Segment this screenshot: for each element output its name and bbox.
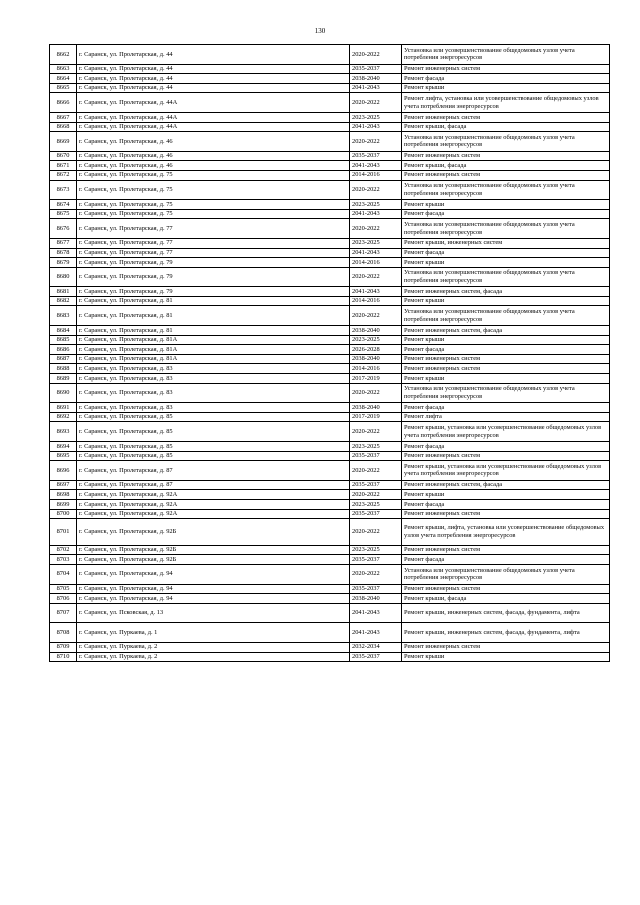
row-number-cell: 8704 xyxy=(50,564,77,584)
address-cell: г. Саранск, ул. Пролетарская, д. 83 xyxy=(77,374,350,384)
address-cell: г. Саранск, ул. Пролетарская, д. 79 xyxy=(77,267,350,287)
row-number-cell: 8667 xyxy=(50,112,77,122)
table-row xyxy=(50,326,610,336)
table-row xyxy=(50,364,610,374)
address-cell: г. Саранск, ул. Пролетарская, д. 44А xyxy=(77,112,350,122)
period-cell: 2023-2025 xyxy=(350,442,402,452)
table-row xyxy=(50,180,610,200)
row-number-cell: 8699 xyxy=(50,499,77,509)
work-type-cell: Ремонт инженерных систем xyxy=(402,112,610,122)
table-row xyxy=(50,652,610,662)
table-row xyxy=(50,248,610,258)
row-number-cell: 8687 xyxy=(50,354,77,364)
table-row xyxy=(50,209,610,219)
period-cell: 2041-2043 xyxy=(350,209,402,219)
address-cell: г. Саранск, ул. Пролетарская, д. 81А xyxy=(77,345,350,355)
table-row xyxy=(50,623,610,643)
work-type-cell: Ремонт крыши, установка или усовершенствование общедомовых узлов учета потребления энергоресурсов xyxy=(402,422,610,442)
period-cell: 2038-2040 xyxy=(350,403,402,413)
work-type-cell: Ремонт крыши xyxy=(402,374,610,384)
table-row xyxy=(50,451,610,461)
row-number-cell: 8670 xyxy=(50,151,77,161)
address-cell: г. Саранск, ул. Пролетарская, д. 75 xyxy=(77,170,350,180)
address-cell: г. Саранск, ул. Пролетарская, д. 77 xyxy=(77,238,350,248)
work-type-cell: Ремонт крыши, фасада xyxy=(402,122,610,132)
row-number-cell: 8682 xyxy=(50,296,77,306)
period-cell: 2020-2022 xyxy=(350,490,402,500)
table-row xyxy=(50,642,610,652)
period-cell: 2041-2043 xyxy=(350,287,402,297)
row-number-cell: 8706 xyxy=(50,594,77,604)
row-number-cell: 8692 xyxy=(50,412,77,422)
row-number-cell: 8672 xyxy=(50,170,77,180)
period-cell: 2020-2022 xyxy=(350,93,402,113)
period-cell: 2023-2025 xyxy=(350,112,402,122)
period-cell: 2035-2037 xyxy=(350,584,402,594)
address-cell: г. Саранск, ул. Пролетарская, д. 94 xyxy=(77,594,350,604)
work-type-cell: Ремонт инженерных систем xyxy=(402,642,610,652)
period-cell: 2020-2022 xyxy=(350,564,402,584)
row-number-cell: 8674 xyxy=(50,200,77,210)
table-row xyxy=(50,509,610,519)
work-type-cell: Установка или усовершенствование общедомовых узлов учета потребления энергоресурсов xyxy=(402,132,610,152)
table-row xyxy=(50,200,610,210)
row-number-cell: 8705 xyxy=(50,584,77,594)
work-type-cell: Ремонт инженерных систем xyxy=(402,151,610,161)
address-cell: г. Саранск, ул. Пролетарская, д. 94 xyxy=(77,584,350,594)
row-number-cell: 8675 xyxy=(50,209,77,219)
table-row xyxy=(50,584,610,594)
work-type-cell: Ремонт инженерных систем xyxy=(402,545,610,555)
work-type-cell: Ремонт фасада xyxy=(402,74,610,84)
address-cell: г. Саранск, ул. Пролетарская, д. 92А xyxy=(77,499,350,509)
table-row xyxy=(50,555,610,565)
work-type-cell: Ремонт крыши xyxy=(402,335,610,345)
address-cell: г. Саранск, ул. Пролетарская, д. 75 xyxy=(77,200,350,210)
row-number-cell: 8709 xyxy=(50,642,77,652)
table-row xyxy=(50,122,610,132)
work-type-cell: Ремонт крыши xyxy=(402,296,610,306)
address-cell: г. Саранск, ул. Пролетарская, д. 81 xyxy=(77,296,350,306)
work-type-cell: Ремонт инженерных систем xyxy=(402,364,610,374)
row-number-cell: 8680 xyxy=(50,267,77,287)
work-type-cell: Установка или усовершенствование общедомовых узлов учета потребления энергоресурсов xyxy=(402,219,610,239)
table-row xyxy=(50,267,610,287)
row-number-cell: 8681 xyxy=(50,287,77,297)
work-type-cell: Ремонт фасада xyxy=(402,248,610,258)
address-cell: г. Саранск, ул. Пролетарская, д. 83 xyxy=(77,364,350,374)
table-row xyxy=(50,403,610,413)
period-cell: 2017-2019 xyxy=(350,412,402,422)
row-number-cell: 8696 xyxy=(50,461,77,481)
row-number-cell: 8703 xyxy=(50,555,77,565)
period-cell: 2014-2016 xyxy=(350,170,402,180)
row-number-cell: 8694 xyxy=(50,442,77,452)
address-cell: г. Саранск, ул. Пролетарская, д. 92А xyxy=(77,490,350,500)
address-cell: г. Саранск, ул. Пролетарская, д. 79 xyxy=(77,258,350,268)
address-cell: г. Саранск, ул. Пролетарская, д. 81А xyxy=(77,354,350,364)
work-type-cell: Установка или усовершенствование общедомовых узлов учета потребления энергоресурсов xyxy=(402,306,610,326)
address-cell: г. Саранск, ул. Пуркаева, д. 1 xyxy=(77,623,350,643)
work-type-cell: Ремонт инженерных систем xyxy=(402,584,610,594)
period-cell: 2023-2025 xyxy=(350,335,402,345)
table-row xyxy=(50,296,610,306)
period-cell: 2041-2043 xyxy=(350,603,402,623)
period-cell: 2020-2022 xyxy=(350,267,402,287)
period-cell: 2020-2022 xyxy=(350,45,402,65)
row-number-cell: 8678 xyxy=(50,248,77,258)
row-number-cell: 8666 xyxy=(50,93,77,113)
row-number-cell: 8679 xyxy=(50,258,77,268)
table-row xyxy=(50,151,610,161)
period-cell: 2038-2040 xyxy=(350,594,402,604)
table-row xyxy=(50,287,610,297)
address-cell: г. Саранск, ул. Пролетарская, д. 92Б xyxy=(77,555,350,565)
period-cell: 2014-2016 xyxy=(350,296,402,306)
table-row xyxy=(50,519,610,546)
period-cell: 2020-2022 xyxy=(350,306,402,326)
work-type-cell: Ремонт инженерных систем xyxy=(402,170,610,180)
table-row xyxy=(50,132,610,152)
table-row xyxy=(50,374,610,384)
row-number-cell: 8691 xyxy=(50,403,77,413)
work-type-cell: Установка или усовершенствование общедомовых узлов учета потребления энергоресурсов xyxy=(402,383,610,403)
address-cell: г. Саранск, ул. Пролетарская, д. 44 xyxy=(77,45,350,65)
work-type-cell: Установка или усовершенствование общедомовых узлов учета потребления энергоресурсов xyxy=(402,45,610,65)
address-cell: г. Саранск, ул. Пуркаева, д. 2 xyxy=(77,652,350,662)
row-number-cell: 8671 xyxy=(50,161,77,171)
table-row xyxy=(50,45,610,65)
work-type-cell: Ремонт крыши, лифта, установка или усовершенствование общедомовых узлов учета потребления энергоресурсов xyxy=(402,519,610,546)
table-row xyxy=(50,480,610,490)
period-cell: 2023-2025 xyxy=(350,499,402,509)
period-cell: 2032-2034 xyxy=(350,642,402,652)
work-type-cell: Ремонт крыши xyxy=(402,200,610,210)
table-row xyxy=(50,545,610,555)
page-number: 130 xyxy=(314,27,326,35)
period-cell: 2035-2037 xyxy=(350,451,402,461)
period-cell: 2041-2043 xyxy=(350,623,402,643)
table-row xyxy=(50,499,610,509)
row-number-cell: 8683 xyxy=(50,306,77,326)
work-type-cell: Ремонт инженерных систем xyxy=(402,354,610,364)
address-cell: г. Саранск, ул. Пролетарская, д. 87 xyxy=(77,461,350,481)
work-type-cell: Ремонт фасада xyxy=(402,499,610,509)
period-cell: 2017-2019 xyxy=(350,374,402,384)
row-number-cell: 8710 xyxy=(50,652,77,662)
address-cell: г. Саранск, ул. Пролетарская, д. 44 xyxy=(77,64,350,74)
period-cell: 2020-2022 xyxy=(350,383,402,403)
work-type-cell: Ремонт лифта xyxy=(402,412,610,422)
row-number-cell: 8684 xyxy=(50,326,77,336)
table-row xyxy=(50,238,610,248)
address-cell: г. Саранск, ул. Пролетарская, д. 87 xyxy=(77,480,350,490)
address-cell: г. Саранск, ул. Пролетарская, д. 44 xyxy=(77,83,350,93)
table-row xyxy=(50,564,610,584)
row-number-cell: 8688 xyxy=(50,364,77,374)
work-type-cell: Ремонт крыши xyxy=(402,652,610,662)
address-cell: г. Саранск, ул. Пролетарская, д. 81 xyxy=(77,306,350,326)
period-cell: 2041-2043 xyxy=(350,248,402,258)
work-type-cell: Ремонт крыши, инженерных систем, фасада, фундамента, лифта xyxy=(402,623,610,643)
row-number-cell: 8700 xyxy=(50,509,77,519)
work-type-cell: Ремонт лифта, установка или усовершенствование общедомовых узлов учета потребления энергоресурсов xyxy=(402,93,610,113)
address-cell: г. Саранск, ул. Пролетарская, д. 44 xyxy=(77,74,350,84)
work-type-cell: Ремонт инженерных систем xyxy=(402,451,610,461)
period-cell: 2020-2022 xyxy=(350,422,402,442)
address-cell: г. Саранск, ул. Пролетарская, д. 83 xyxy=(77,383,350,403)
table-row xyxy=(50,354,610,364)
address-cell: г. Саранск, ул. Пролетарская, д. 44А xyxy=(77,122,350,132)
table-row xyxy=(50,335,610,345)
address-cell: г. Саранск, ул. Пролетарская, д. 75 xyxy=(77,180,350,200)
row-number-cell: 8690 xyxy=(50,383,77,403)
address-cell: г. Саранск, ул. Пролетарская, д. 81А xyxy=(77,335,350,345)
period-cell: 2035-2037 xyxy=(350,509,402,519)
period-cell: 2041-2043 xyxy=(350,161,402,171)
work-type-cell: Ремонт фасада xyxy=(402,555,610,565)
address-cell: г. Саранск, ул. Псковская, д. 13 xyxy=(77,603,350,623)
work-type-cell: Ремонт фасада xyxy=(402,345,610,355)
address-cell: г. Саранск, ул. Пролетарская, д. 46 xyxy=(77,132,350,152)
row-number-cell: 8669 xyxy=(50,132,77,152)
period-cell: 2035-2037 xyxy=(350,652,402,662)
row-number-cell: 8676 xyxy=(50,219,77,239)
work-type-cell: Ремонт фасада xyxy=(402,209,610,219)
work-type-cell: Ремонт крыши, инженерных систем, фасада, фундамента, лифта xyxy=(402,603,610,623)
row-number-cell: 8702 xyxy=(50,545,77,555)
period-cell: 2035-2037 xyxy=(350,64,402,74)
address-cell: г. Саранск, ул. Пролетарская, д. 44А xyxy=(77,93,350,113)
row-number-cell: 8693 xyxy=(50,422,77,442)
row-number-cell: 8662 xyxy=(50,45,77,65)
work-type-cell: Ремонт инженерных систем xyxy=(402,64,610,74)
address-cell: г. Саранск, ул. Пролетарская, д. 81 xyxy=(77,326,350,336)
work-type-cell: Ремонт крыши xyxy=(402,258,610,268)
row-number-cell: 8707 xyxy=(50,603,77,623)
row-number-cell: 8698 xyxy=(50,490,77,500)
row-number-cell: 8697 xyxy=(50,480,77,490)
period-cell: 2020-2022 xyxy=(350,219,402,239)
address-cell: г. Саранск, ул. Пролетарская, д. 92Б xyxy=(77,519,350,546)
row-number-cell: 8701 xyxy=(50,519,77,546)
work-type-cell: Ремонт инженерных систем xyxy=(402,509,610,519)
period-cell: 2035-2037 xyxy=(350,555,402,565)
table-row xyxy=(50,112,610,122)
table-row xyxy=(50,161,610,171)
table-row xyxy=(50,442,610,452)
repair-schedule-table xyxy=(49,44,610,662)
row-number-cell: 8663 xyxy=(50,64,77,74)
row-number-cell: 8685 xyxy=(50,335,77,345)
work-type-cell: Установка или усовершенствование общедомовых узлов учета потребления энергоресурсов xyxy=(402,267,610,287)
address-cell: г. Саранск, ул. Пролетарская, д. 92А xyxy=(77,509,350,519)
row-number-cell: 8664 xyxy=(50,74,77,84)
row-number-cell: 8668 xyxy=(50,122,77,132)
address-cell: г. Саранск, ул. Пролетарская, д. 79 xyxy=(77,287,350,297)
row-number-cell: 8665 xyxy=(50,83,77,93)
table-row xyxy=(50,383,610,403)
address-cell: г. Саранск, ул. Пролетарская, д. 92Б xyxy=(77,545,350,555)
period-cell: 2023-2025 xyxy=(350,200,402,210)
work-type-cell: Установка или усовершенствование общедомовых узлов учета потребления энергоресурсов xyxy=(402,564,610,584)
address-cell: г. Саранск, ул. Пролетарская, д. 85 xyxy=(77,442,350,452)
table-row xyxy=(50,64,610,74)
table-row xyxy=(50,461,610,481)
address-cell: г. Саранск, ул. Пролетарская, д. 77 xyxy=(77,219,350,239)
work-type-cell: Ремонт крыши, фасада xyxy=(402,161,610,171)
table-row xyxy=(50,258,610,268)
period-cell: 2041-2043 xyxy=(350,122,402,132)
address-cell: г. Саранск, ул. Пролетарская, д. 85 xyxy=(77,412,350,422)
work-type-cell: Ремонт крыши, фасада xyxy=(402,594,610,604)
work-type-cell: Ремонт фасада xyxy=(402,442,610,452)
table-row xyxy=(50,83,610,93)
row-number-cell: 8689 xyxy=(50,374,77,384)
period-cell: 2020-2022 xyxy=(350,461,402,481)
work-type-cell: Ремонт крыши xyxy=(402,490,610,500)
table-body xyxy=(50,45,610,662)
table-row xyxy=(50,422,610,442)
table-row xyxy=(50,74,610,84)
row-number-cell: 8686 xyxy=(50,345,77,355)
table-row xyxy=(50,93,610,113)
work-type-cell: Ремонт инженерных систем, фасада xyxy=(402,287,610,297)
address-cell: г. Саранск, ул. Пролетарская, д. 94 xyxy=(77,564,350,584)
row-number-cell: 8677 xyxy=(50,238,77,248)
table-row xyxy=(50,412,610,422)
period-cell: 2035-2037 xyxy=(350,480,402,490)
work-type-cell: Ремонт крыши, инженерных систем xyxy=(402,238,610,248)
period-cell: 2020-2022 xyxy=(350,132,402,152)
work-type-cell: Ремонт фасада xyxy=(402,403,610,413)
address-cell: г. Саранск, ул. Пролетарская, д. 75 xyxy=(77,209,350,219)
table-row xyxy=(50,345,610,355)
period-cell: 2038-2040 xyxy=(350,326,402,336)
period-cell: 2020-2022 xyxy=(350,180,402,200)
work-type-cell: Ремонт крыши, установка или усовершенствование общедомовых узлов учета потребления энергоресурсов xyxy=(402,461,610,481)
period-cell: 2026-2028 xyxy=(350,345,402,355)
row-number-cell: 8695 xyxy=(50,451,77,461)
address-cell: г. Саранск, ул. Пролетарская, д. 85 xyxy=(77,451,350,461)
period-cell: 2020-2022 xyxy=(350,519,402,546)
work-type-cell: Ремонт крыши xyxy=(402,83,610,93)
table-row xyxy=(50,594,610,604)
period-cell: 2014-2016 xyxy=(350,258,402,268)
address-cell: г. Саранск, ул. Пролетарская, д. 46 xyxy=(77,151,350,161)
work-type-cell: Ремонт инженерных систем, фасада xyxy=(402,326,610,336)
address-cell: г. Саранск, ул. Пуркаева, д. 2 xyxy=(77,642,350,652)
table-row xyxy=(50,490,610,500)
period-cell: 2035-2037 xyxy=(350,151,402,161)
address-cell: г. Саранск, ул. Пролетарская, д. 85 xyxy=(77,422,350,442)
period-cell: 2038-2040 xyxy=(350,74,402,84)
row-number-cell: 8708 xyxy=(50,623,77,643)
work-type-cell: Установка или усовершенствование общедомовых узлов учета потребления энергоресурсов xyxy=(402,180,610,200)
table-row xyxy=(50,603,610,623)
address-cell: г. Саранск, ул. Пролетарская, д. 77 xyxy=(77,248,350,258)
row-number-cell: 8673 xyxy=(50,180,77,200)
period-cell: 2023-2025 xyxy=(350,238,402,248)
period-cell: 2041-2043 xyxy=(350,83,402,93)
table-row xyxy=(50,170,610,180)
period-cell: 2014-2016 xyxy=(350,364,402,374)
address-cell: г. Саранск, ул. Пролетарская, д. 83 xyxy=(77,403,350,413)
period-cell: 2038-2040 xyxy=(350,354,402,364)
table-row xyxy=(50,306,610,326)
table-row xyxy=(50,219,610,239)
address-cell: г. Саранск, ул. Пролетарская, д. 46 xyxy=(77,161,350,171)
period-cell: 2023-2025 xyxy=(350,545,402,555)
work-type-cell: Ремонт инженерных систем, фасада xyxy=(402,480,610,490)
